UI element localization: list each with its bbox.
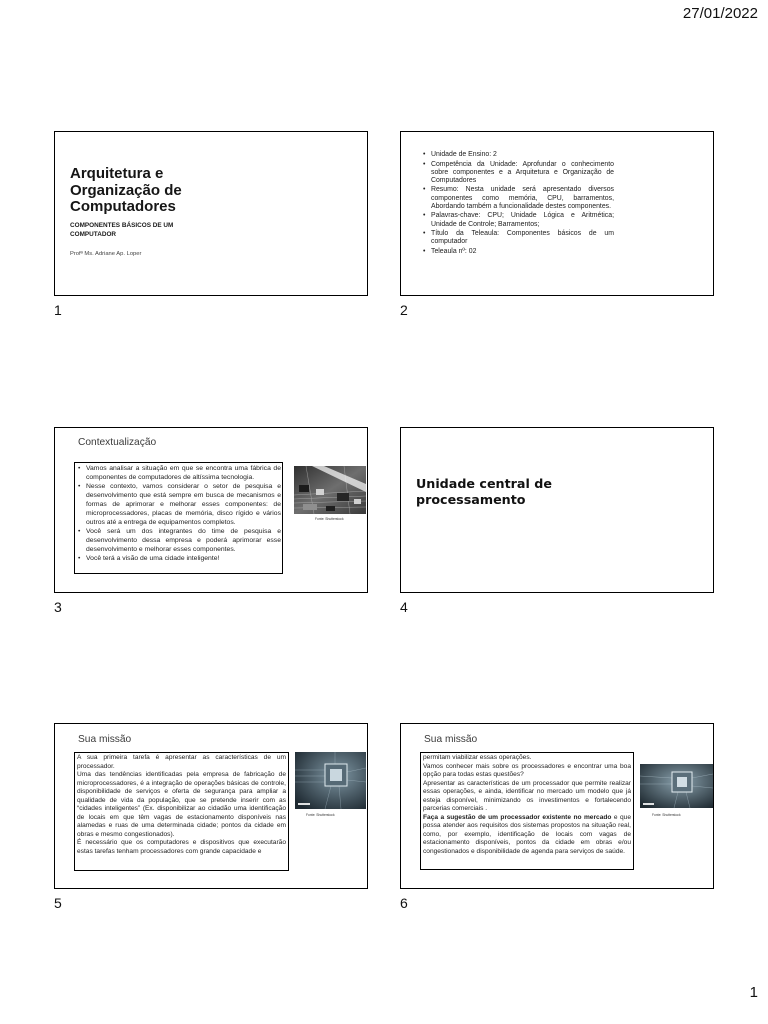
bullet-list [423,151,614,257]
image-caption: Fonte: Shutterstock [652,813,681,817]
text-box [74,462,283,574]
paragraph-rest: e que possa atender aos requisitos dos sistemas propostos na situação real, como, por exemplo, identificação de locais com vagas de estacionamento disponíveis, pontos da cidade em obras e/ou congestionados e disponibilidade de agenda para serviços de saúde. [423,813,631,855]
slide-2 [400,131,714,296]
list-item: • Unidade de Ensino: 2 [423,151,614,159]
slide-number: 1 [54,302,62,318]
bullet-list [78,464,281,563]
paragraph: permitam viabilizar essas operações. [423,754,532,761]
slide-title: Sua missão [78,734,132,745]
slide-number: 5 [54,895,62,911]
slide-number: 4 [400,599,408,615]
text-box [74,752,289,871]
processor-chip-image [640,764,713,808]
slide-title: Contextualização [78,437,157,448]
slide-5 [54,723,368,889]
bold-lead: Faça a sugestão de um processador existente no mercado [423,813,612,821]
paragraph: É necessário que os computadores e dispositivos que executarão estas tarefas tenham processadores com grande capacidade e [77,839,286,855]
image-caption: Fonte: Shutterstock [315,517,344,521]
text-box [420,752,634,870]
slide-4 [400,427,714,593]
list-item: • Palavras-chave: CPU; Unidade Lógica e Aritmética; Unidade de Controle; Barramentos; [423,212,614,228]
list-item: • Você será um dos integrantes do time de pesquisa e desenvolvimento dessa empresa e poderá aprimorar esse desenvolvimento e melhorar esses componentes. [78,527,281,554]
slide-title: Arquitetura e Organização de Computadores [70,165,182,215]
circuit-board-image [294,466,366,514]
slide-number: 2 [400,302,408,318]
paragraph [423,814,631,857]
list-item: • Nesse contexto, vamos considerar o setor de pesquisa e desenvolvimento que está sempre em busca de mecanismos e formas de aprimorar e melhorar esses componentes: de microprocessadores, placas de memória, disco rígido e vários outros até a entrega de equipamentos completos. [78,482,281,527]
slide-title: Unidade central de processamento [416,476,552,507]
paragraph: Vamos conhecer mais sobre os processadores e encontrar uma boa opção para todas estas questões? [423,762,631,778]
paragraph: Uma das tendências identificadas pela empresa de fabricação de microprocessadores, é a integração de operações básicas de controle, disponibilidade de serviços e oferta de segurança para ampliar a qualidade de vida da população, que se pretende inserir com as “cidades inteligentes” (Ex. disponibilizar ao cidadão uma identificação de locais em que têm vagas de estacionamento disponíveis nas alamedas e ruas de uma determinada cidade; pontos da cidade em obras e mesmo congestionados). [77,771,286,838]
print-date: 27/01/2022 [682,5,758,22]
list-item: • Resumo: Nesta unidade será apresentado diversos componentes como memória, CPU, barramentos, Abordando também a funcionalidade destes componentes. [423,186,614,211]
slide-number: 3 [54,599,62,615]
slide-number: 6 [400,895,408,911]
image-caption: Fonte: Shutterstock [306,813,335,817]
slide-subtitle: COMPONENTES BÁSICOS DE UM COMPUTADOR [70,222,174,238]
slide-1 [54,131,368,296]
list-item: • Você terá a visão de uma cidade inteligente! [78,554,281,563]
slide-3 [54,427,368,593]
list-item: • Competência da Unidade: Aprofundar o conhecimento sobre componentes e a Arquitetura e Organização de Computadores [423,161,614,186]
processor-chip-image [295,752,366,809]
slide-author: Profª Ms. Adriane Ap. Loper [70,251,142,257]
list-item: • Título da Teleaula: Componentes básicos de um computador [423,230,614,246]
list-item: • Vamos analisar a situação em que se encontra uma fábrica de componentes de computadores de altíssima tecnologia. [78,464,281,482]
list-item: • Teleaula nº: 02 [423,248,614,256]
paragraph: A sua primeira tarefa é apresentar as características de um processador. [77,754,286,770]
page-number: 1 [749,984,758,1001]
paragraph: Apresentar as características de um processador que permite realizar essas operações, e ainda, identificar no mercado um modelo que já esteja disponível, minimizando os investimentos e fortalecendo parcerias comerciais . [423,779,631,812]
slide-6 [400,723,714,889]
slide-title: Sua missão [424,734,478,745]
